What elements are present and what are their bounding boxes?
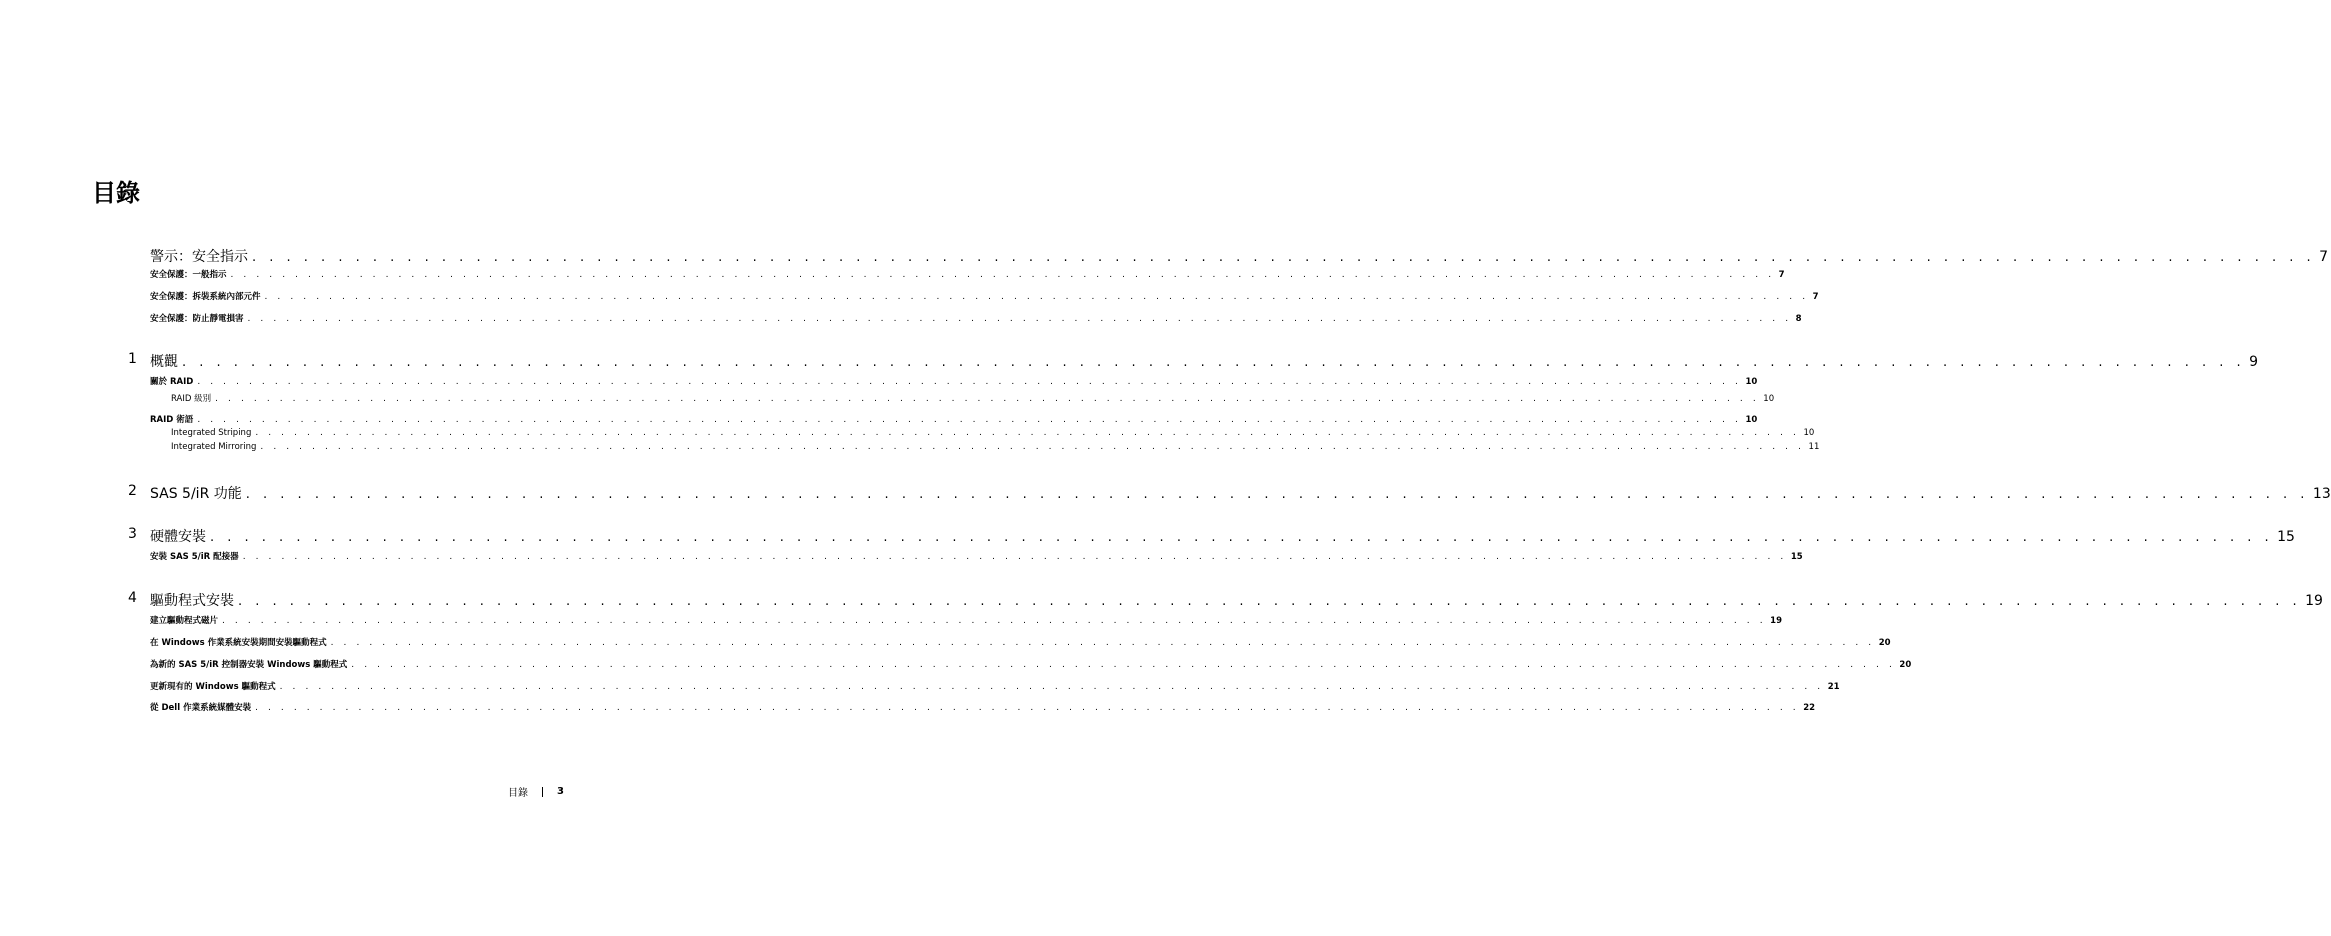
chapter-number: 4 [128,590,137,606]
dot-leader: . . . . . . . . . . . . . . . . . . . . . . . . . . . . . . . . . . . . . . . . . . . . . . . . . . . . . . . . . . . . . . . . . . . . . . . . . . . . . . . . . . . . . . . . . . . . . . . . . . . . . . . . . . . . . . . . . . . . . . . . [215,394,1760,404]
dot-leader: . . . . . . . . . . . . . . . . . . . . . . . . . . . . . . . . . . . . . . . . . . . . . . . . . . . . . . . . . . . . . . . . . . . . . . . . . . . . . . . . . . . . . . . . . . . . . . . . . . . . . . . . . . . . . . . . . . . . . . . . [252,250,2316,265]
dot-leader: . . . . . . . . . . . . . . . . . . . . . . . . . . . . . . . . . . . . . . . . . . . . . . . . . . . . . . . . . . . . . . . . . . . . . . . . . . . . . . . . . . . . . . . . . . . . . . . . . . . . . . . . . . . . . . . . . . . . . . . . [197,415,1742,425]
toc-page-number: 13 [2312,486,2331,502]
toc-entry-title: Integrated Striping [171,428,252,438]
dot-leader: . . . . . . . . . . . . . . . . . . . . . . . . . . . . . . . . . . . . . . . . . . . . . . . . . . . . . . . . . . . . . . . . . . . . . . . . . . . . . . . . . . . . . . . . . . . . . . . . . . . . . . . . . . . . . . . . . . . . . . . . [210,530,2274,545]
toc-entry-title: 安裝 SAS 5/iR 配接器 [150,552,239,562]
toc-page-number: 20 [1899,660,1912,670]
dot-leader: . . . . . . . . . . . . . . . . . . . . . . . . . . . . . . . . . . . . . . . . . . . . . . . . . . . . . . . . . . . . . . . . . . . . . . . . . . . . . . . . . . . . . . . . . . . . . . . . . . . . . . . . . . . . . . . . . . . . . . . . [245,487,2309,502]
toc-page-number: 8 [1795,314,1802,324]
footer-section: 目錄 [508,788,528,799]
dot-leader: . . . . . . . . . . . . . . . . . . . . . . . . . . . . . . . . . . . . . . . . . . . . . . . . . . . . . . . . . . . . . . . . . . . . . . . . . . . . . . . . . . . . . . . . . . . . . . . . . . . . . . . . . . . . . . . . . . . . . . . . [330,638,1875,648]
toc-entry-title: Integrated Mirroring [171,442,257,452]
toc-page-number: 7 [1778,270,1785,280]
toc-entry-title: 警示：安全指示 [150,249,248,265]
dot-leader: . . . . . . . . . . . . . . . . . . . . . . . . . . . . . . . . . . . . . . . . . . . . . . . . . . . . . . . . . . . . . . . . . . . . . . . . . . . . . . . . . . . . . . . . . . . . . . . . . . . . . . . . . . . . . . . . . . . . . . . . [242,552,1787,562]
toc-page-number: 9 [2249,354,2259,370]
toc-entry-title: 硬體安裝 [150,529,206,545]
dot-leader: . . . . . . . . . . . . . . . . . . . . . . . . . . . . . . . . . . . . . . . . . . . . . . . . . . . . . . . . . . . . . . . . . . . . . . . . . . . . . . . . . . . . . . . . . . . . . . . . . . . . . . . . . . . . . . . . . . . . . . . . [255,428,1800,438]
toc-entry[interactable] [150,658,1912,678]
footer-page-number: 3 [557,786,564,797]
toc-entry-title: 關於 RAID [150,377,194,387]
toc-page-number: 22 [1803,703,1816,713]
toc-entry[interactable] [150,290,1819,310]
toc-page-number: 19 [2305,593,2323,609]
toc-entry-title: SAS 5/iR 功能 [150,486,242,502]
toc-entry-title: 安全保護：一般指示 [150,270,227,280]
toc-entry-title: RAID 級別 [171,394,212,404]
dot-leader: . . . . . . . . . . . . . . . . . . . . . . . . . . . . . . . . . . . . . . . . . . . . . . . . . . . . . . . . . . . . . . . . . . . . . . . . . . . . . . . . . . . . . . . . . . . . . . . . . . . . . . . . . . . . . . . . . . . . . . . . [255,703,1800,713]
page-footer [508,784,564,799]
toc-entry[interactable] [128,483,2331,503]
toc-page-number: 11 [1808,442,1820,452]
dot-leader: . . . . . . . . . . . . . . . . . . . . . . . . . . . . . . . . . . . . . . . . . . . . . . . . . . . . . . . . . . . . . . . . . . . . . . . . . . . . . . . . . . . . . . . . . . . . . . . . . . . . . . . . . . . . . . . . . . . . . . . . [351,660,1896,670]
toc-page-number: 21 [1827,682,1840,692]
toc-entry-title: 概觀 [150,354,178,370]
toc-entry[interactable] [171,392,1775,412]
toc-page-number: 10 [1745,377,1758,387]
toc-entry[interactable] [128,526,2295,546]
dot-leader: . . . . . . . . . . . . . . . . . . . . . . . . . . . . . . . . . . . . . . . . . . . . . . . . . . . . . . . . . . . . . . . . . . . . . . . . . . . . . . . . . . . . . . . . . . . . . . . . . . . . . . . . . . . . . . . . . . . . . . . . [260,442,1805,452]
dot-leader: . . . . . . . . . . . . . . . . . . . . . . . . . . . . . . . . . . . . . . . . . . . . . . . . . . . . . . . . . . . . . . . . . . . . . . . . . . . . . . . . . . . . . . . . . . . . . . . . . . . . . . . . . . . . . . . . . . . . . . . . [182,355,2246,370]
toc-page-number: 15 [1790,552,1803,562]
toc-entry-title: 從 Dell 作業系統媒體安裝 [150,703,252,713]
toc-entry[interactable] [150,680,1840,700]
toc-entry-title: 為新的 SAS 5/iR 控制器安裝 Windows 驅動程式 [150,660,348,670]
dot-leader: . . . . . . . . . . . . . . . . . . . . . . . . . . . . . . . . . . . . . . . . . . . . . . . . . . . . . . . . . . . . . . . . . . . . . . . . . . . . . . . . . . . . . . . . . . . . . . . . . . . . . . . . . . . . . . . . . . . . . . . . [247,314,1792,324]
toc-entry[interactable] [128,590,2323,610]
toc-entry-title: 建立驅動程式磁片 [150,616,219,626]
toc-entry-title: 安全保護：拆裝系統內部元件 [150,292,261,302]
dot-leader: . . . . . . . . . . . . . . . . . . . . . . . . . . . . . . . . . . . . . . . . . . . . . . . . . . . . . . . . . . . . . . . . . . . . . . . . . . . . . . . . . . . . . . . . . . . . . . . . . . . . . . . . . . . . . . . . . . . . . . . . [279,682,1824,692]
toc-entry-title: 在 Windows 作業系統安裝期間安裝驅動程式 [150,638,327,648]
dot-leader: . . . . . . . . . . . . . . . . . . . . . . . . . . . . . . . . . . . . . . . . . . . . . . . . . . . . . . . . . . . . . . . . . . . . . . . . . . . . . . . . . . . . . . . . . . . . . . . . . . . . . . . . . . . . . . . . . . . . . . . . [230,270,1775,280]
toc-page-number: 10 [1763,394,1775,404]
footer-separator [542,787,543,797]
toc-page-number: 7 [2319,249,2329,265]
toc-entry[interactable] [150,312,1802,332]
toc-page-number: 20 [1878,638,1891,648]
toc-entry[interactable] [150,246,2329,266]
chapter-number: 1 [128,351,137,367]
toc-page-number: 7 [1812,292,1819,302]
toc-entry-title: 更新現有的 Windows 驅動程式 [150,682,276,692]
toc-entry[interactable] [150,701,1816,721]
toc-entry[interactable] [150,550,1803,570]
toc-entry[interactable] [150,268,1785,288]
dot-leader: . . . . . . . . . . . . . . . . . . . . . . . . . . . . . . . . . . . . . . . . . . . . . . . . . . . . . . . . . . . . . . . . . . . . . . . . . . . . . . . . . . . . . . . . . . . . . . . . . . . . . . . . . . . . . . . . . . . . . . . . [197,377,1742,387]
toc-entry-title: 驅動程式安裝 [150,593,234,609]
toc-entry[interactable] [150,614,1782,634]
toc-entry[interactable] [171,442,1820,462]
toc-entry-title: 安全保護：防止靜電損害 [150,314,244,324]
chapter-number: 3 [128,526,137,542]
toc-entry[interactable] [150,636,1891,656]
toc-page-number: 10 [1745,415,1758,425]
dot-leader: . . . . . . . . . . . . . . . . . . . . . . . . . . . . . . . . . . . . . . . . . . . . . . . . . . . . . . . . . . . . . . . . . . . . . . . . . . . . . . . . . . . . . . . . . . . . . . . . . . . . . . . . . . . . . . . . . . . . . . . . [222,616,1767,626]
dot-leader: . . . . . . . . . . . . . . . . . . . . . . . . . . . . . . . . . . . . . . . . . . . . . . . . . . . . . . . . . . . . . . . . . . . . . . . . . . . . . . . . . . . . . . . . . . . . . . . . . . . . . . . . . . . . . . . . . . . . . . . . [238,594,2302,609]
chapter-number: 2 [128,483,137,499]
toc-page-number: 19 [1770,616,1782,626]
page-title: 目錄 [92,179,140,207]
toc-entry-title: RAID 術語 [150,415,194,425]
toc-page-number: 15 [2277,529,2295,545]
dot-leader: . . . . . . . . . . . . . . . . . . . . . . . . . . . . . . . . . . . . . . . . . . . . . . . . . . . . . . . . . . . . . . . . . . . . . . . . . . . . . . . . . . . . . . . . . . . . . . . . . . . . . . . . . . . . . . . . . . . . . . . . [264,292,1809,302]
toc-page-number: 10 [1803,428,1815,438]
toc-entry[interactable] [128,351,2259,371]
